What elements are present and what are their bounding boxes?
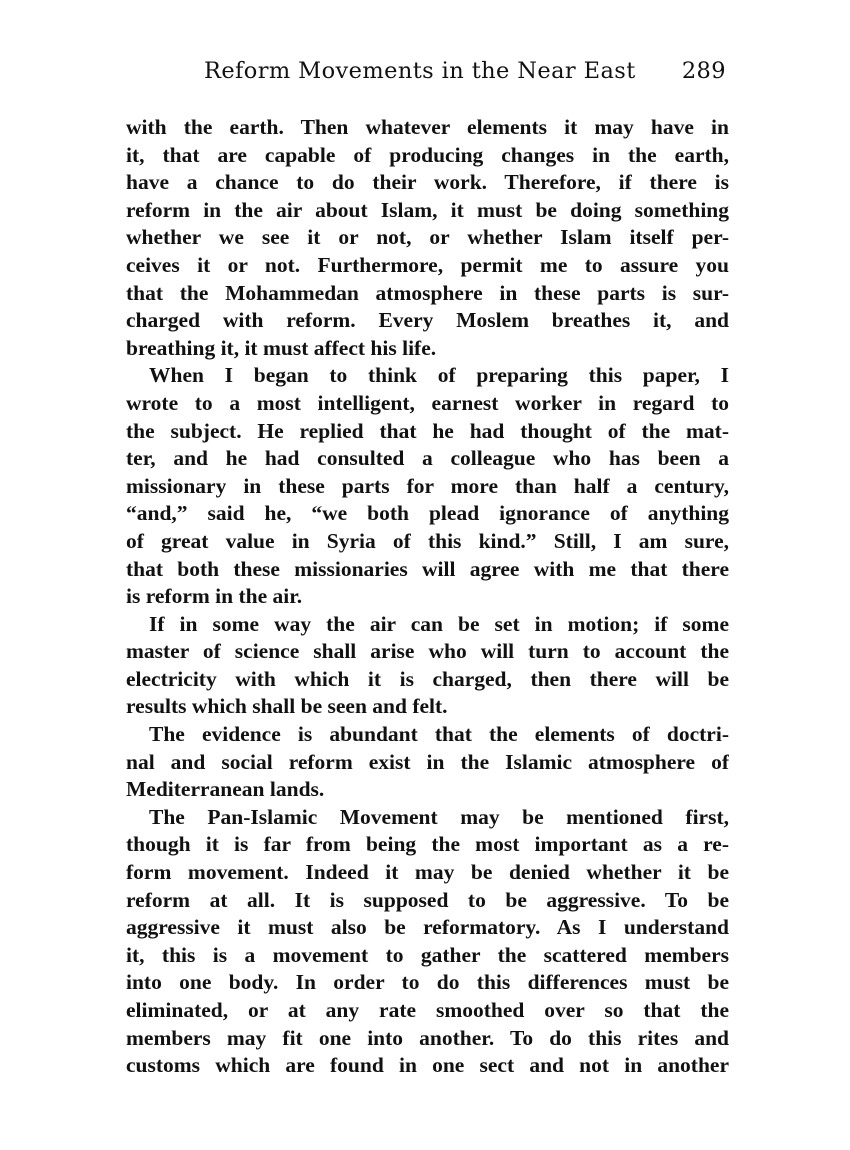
text-line: “and,” said he, “we both plead ignorance of anything xyxy=(126,501,729,526)
text-line: it, that are capable of producing changes in the earth, xyxy=(126,142,729,167)
text-line: wrote to a most intelligent, earnest worker in regard to xyxy=(126,390,729,415)
text-line: If in some way the air can be set in motion; if some xyxy=(149,611,729,636)
paragraph-2 xyxy=(126,362,729,610)
text-line: eliminated, or at any rate smoothed over so that the xyxy=(126,998,729,1022)
text-line: that both these missionaries will agree with me that there xyxy=(126,556,729,581)
paragraph-4 xyxy=(126,721,729,804)
text-line: members may fit one into another. To do this rites and xyxy=(126,1025,729,1050)
paragraph-3 xyxy=(126,611,729,721)
text-line: Mediterranean lands. xyxy=(126,777,325,802)
text-line: is reform in the air. xyxy=(126,584,303,609)
text-line: form movement. Indeed it may be denied whether it be xyxy=(126,860,729,885)
text-line: it, this is a movement to gather the scattered members xyxy=(126,942,729,967)
text-line: breathing it, it must affect his life. xyxy=(126,335,437,360)
text-line: The evidence is abundant that the elements of doctri- xyxy=(149,722,729,747)
text-line: whether we see it or not, or whether Islam itself per- xyxy=(126,225,729,250)
text-line: though it is far from being the most important as a re- xyxy=(126,832,729,857)
text-line: with the earth. Then whatever elements it may have in xyxy=(126,115,729,139)
page-number: 289 xyxy=(681,58,726,84)
text-line: that the Mohammedan atmosphere in these parts is sur- xyxy=(126,280,729,305)
text-line: of great value in Syria of this kind.” Still, I am sure, xyxy=(126,528,729,553)
text-line: When I began to think of preparing this paper, I xyxy=(149,363,729,388)
text-line: missionary in these parts for more than half a century, xyxy=(126,473,729,498)
running-title: Reform Movements in the Near East xyxy=(204,58,636,84)
text-line: master of science shall arise who will turn to account the xyxy=(126,639,729,664)
text-line: have a chance to do their work. Therefore, if there is xyxy=(126,170,729,195)
paragraph-1 xyxy=(126,114,729,362)
running-head xyxy=(128,58,728,94)
text-line: reform in the air about Islam, it must be doing something xyxy=(126,197,729,222)
text-line: customs which are found in one sect and not in another xyxy=(126,1053,729,1078)
paragraph-5 xyxy=(126,804,729,1080)
text-line: ceives it or not. Furthermore, permit me to assure you xyxy=(126,252,729,277)
body-text xyxy=(126,114,729,1080)
text-line: the subject. He replied that he had thought of the mat- xyxy=(126,418,729,443)
text-line: ter, and he had consulted a colleague who has been a xyxy=(126,446,729,471)
text-line: reform at all. It is supposed to be aggressive. To be xyxy=(126,887,729,912)
text-line: aggressive it must also be reformatory. As I understand xyxy=(126,915,729,940)
text-line: into one body. In order to do this differences must be xyxy=(126,970,729,995)
text-line: results which shall be seen and felt. xyxy=(126,694,448,719)
text-line: charged with reform. Every Moslem breathes it, and xyxy=(126,308,729,333)
text-line: electricity with which it is charged, then there will be xyxy=(126,666,729,691)
text-line: The Pan-Islamic Movement may be mentioned first, xyxy=(149,804,729,829)
text-line: nal and social reform exist in the Islamic atmosphere of xyxy=(126,749,729,774)
